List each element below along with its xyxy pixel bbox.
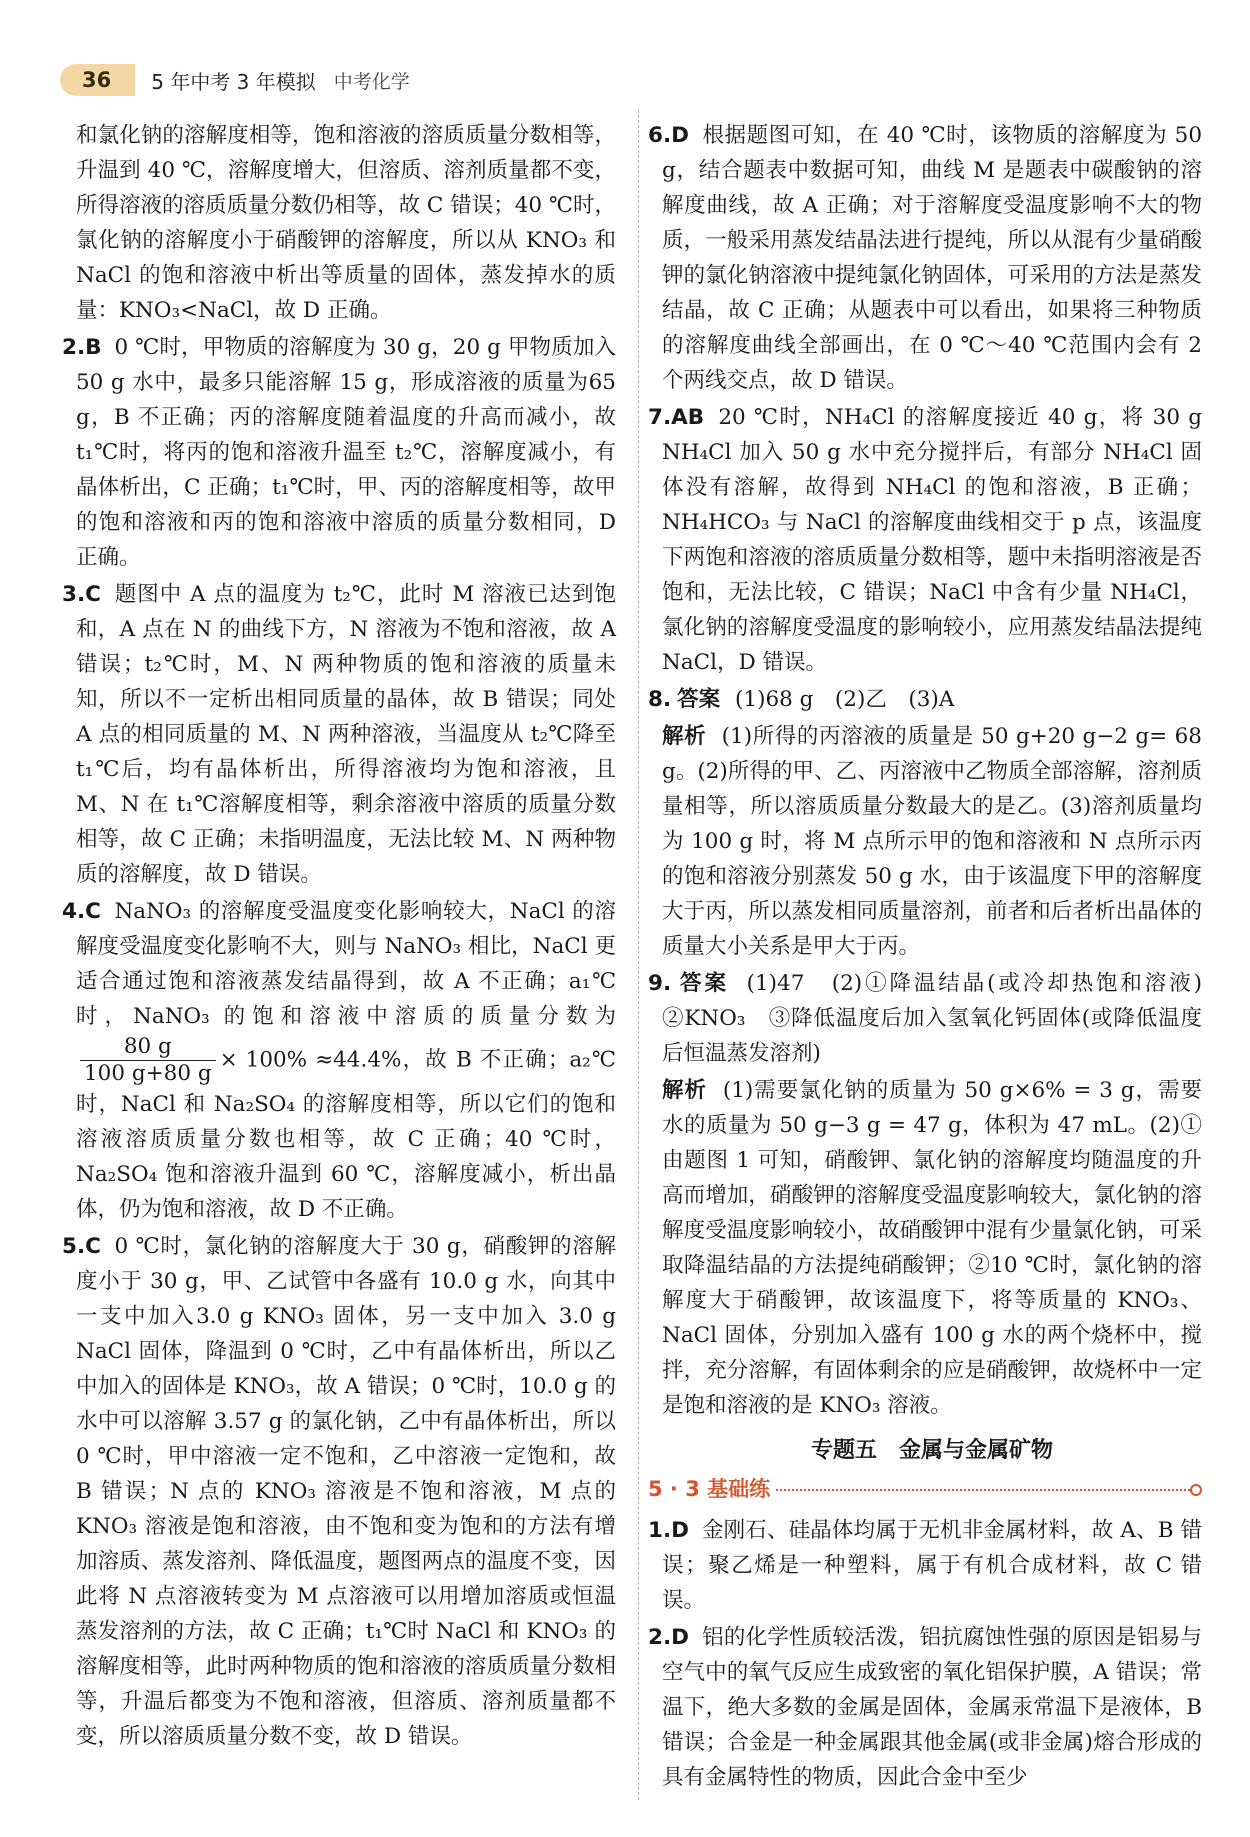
answer-number: 2.B bbox=[62, 335, 102, 360]
continued-paragraph: 和氯化钠的溶解度相等，饱和溶液的溶质质量分数相等，升温到 40 ℃，溶解度增大，但溶质、溶剂质量都不变，所得溶液的溶质质量分数仍相等，故 C 错误；40 ℃时，氯化钠的溶解度小于硝酸钾的溶解度，所以从 KNO₃ 和 NaCl 的饱和溶液中析出等质量的固体，蒸发掉水的质量：KNO₃<NaCl，故 D 正确。 bbox=[76, 123, 616, 323]
answer-number: 1.D bbox=[648, 1518, 689, 1543]
answer-item-6 bbox=[648, 118, 1202, 398]
answer-label: 答案 bbox=[677, 687, 721, 712]
answer-number: 5.C bbox=[62, 1234, 101, 1259]
times-sign: × bbox=[219, 1047, 238, 1073]
answer-item-5 bbox=[62, 1229, 616, 1754]
answer-text: 题图中 A 点的温度为 t₂℃，此时 M 溶液已达到饱和，A 点在 N 的曲线下方，N 溶液为不饱和溶液，故 A 错误；t₂℃时，M、N 两种物质的饱和溶液的质量未知，所以不一定析出相同质量的晶体，故 B 错误；同处 A 点的相同质量的 M、N 两种溶液，当温度从 t₂℃降至 t₁℃后，均有晶体析出，所得溶液均为饱和溶液，且 M、N 在 t₁℃溶解度相等，剩余溶液中溶质的质量分数相等，故 C 正确；未指明温度，无法比较 M、N 两种物质的溶解度，故 D 错误。 bbox=[76, 582, 616, 887]
basic-item-1 bbox=[648, 1513, 1203, 1618]
answer-text: 根据题图可知，在 40 ℃时，该物质的溶解度为 50 g，结合题表中数据可知，曲线 M 是题表中碳酸钠的溶解度曲线，故 A 正确；对于溶解度受温度影响不大的物质，一般采用蒸发结晶法进行提纯，所以从混有少量硝酸钾的氯化钠溶液中提纯氯化钠固体，可采用的方法是蒸发结晶，故 C 正确；从题表中可以看出，如果将三种物质的溶解度曲线全部画出，在 0 ℃～40 ℃范围内会有 2 个两线交点，故 D 错误。 bbox=[662, 123, 1202, 393]
section-title: 专题五 金属与金属矿物 bbox=[810, 1438, 1053, 1463]
answer-item-4 bbox=[62, 894, 616, 1227]
answer-number: 8. bbox=[648, 687, 672, 712]
answer-text: 0 ℃时，甲物质的溶解度为 30 g，20 g 甲物质加入 50 g 水中，最多只能溶解 15 g，形成溶液的质量为65 g，B 不正确；丙的溶解度随着温度的升高而减小，故 t₁℃时，将丙的饱和溶液升温至 t₂℃，溶解度减小，有晶体析出，C 正确；t₁℃时，甲、丙的溶解度相等，故甲的饱和溶液和丙的饱和溶液中溶质的质量分数相同，D 正确。 bbox=[76, 335, 616, 570]
answer-item-7 bbox=[648, 400, 1202, 680]
answer-number: 9. bbox=[648, 971, 672, 996]
book-subject: 中考化学 bbox=[333, 70, 410, 93]
answer-number: 7.AB bbox=[648, 405, 705, 430]
answer-text: 20 ℃时，NH₄Cl 的溶解度接近 40 g，将 30 g NH₄Cl 加入 50 g 水中充分搅拌后，有部分 NH₄Cl 固体没有溶解，故得到 NH₄Cl 的饱和溶液，B 正确；NH₄HCO₃ 与 NaCl 的溶解度曲线相交于 p 点，该温度下两饱和溶液的溶质质量分数相等，题中未指明溶液是否饱和，无法比较，C 错误；NaCl 中含有少量 NH₄Cl，氯化钠的溶解度受温度的影响较小，应用蒸发结晶法提纯 NaCl，D 错误。 bbox=[662, 405, 1202, 675]
right-column bbox=[648, 118, 1224, 1797]
answer-item-9 bbox=[648, 966, 1224, 1071]
answer-text: NaNO₃ 的溶解度受温度变化影响较大，NaCl 的溶解度受温度变化影响不大，则与 NaNO₃ 相比，NaCl 更适合通过饱和溶液蒸发结晶得到，故 A 不正确；a₁℃时，NaNO₃ 的饱和溶液中溶质的质量分数为 bbox=[76, 899, 616, 1029]
practice-end-dot-icon bbox=[1190, 1484, 1202, 1496]
page-number: 36 bbox=[60, 64, 135, 96]
column-divider bbox=[638, 110, 639, 1800]
answer-item-8 bbox=[648, 682, 1202, 717]
answer-label: 答案 bbox=[677, 971, 729, 996]
answer-item-3 bbox=[62, 577, 616, 892]
answer-text: 金刚石、硅晶体均属于无机非金属材料，故 A、B 错误；聚乙烯是一种塑料，属于有机合成材料，故 C 错误。 bbox=[662, 1518, 1203, 1613]
answer-text: 0 ℃时，氯化钠的溶解度大于 30 g，硝酸钾的溶解度小于 30 g，甲、乙试管中各盛有 10.0 g 水，向其中一支中加入3.0 g KNO₃ 固体，另一支中加入 3.0 g NaCl 固体，降温到 0 ℃时，乙中有晶体析出，所以乙中加入的固体是 KNO₃，故 A 错误；0 ℃时，10.0 g 的水中可以溶解 3.57 g 的氯化钠，乙中有晶体析出，所以 0 ℃时，甲中溶液一定不饱和，乙中溶液一定饱和，故 B 错误；N 点的 KNO₃ 溶液是不饱和溶液，M 点的 KNO₃ 溶液是饱和溶液，由不饱和变为饱和的方法有增加溶质、蒸发溶剂、降低温度，题图两点的温度不变，因此将 N 点溶液转变为 M 点溶液可以用增加溶质或恒温蒸发溶剂的方法，故 C 正确；t₁℃时 NaCl 和 KNO₃ 的溶解度相等，此时两种物质的饱和溶液的溶质质量分数相等，升温后都变为不饱和溶液，但溶质、溶剂质量都不变，所以溶质质量分数不变，故 D 错误。 bbox=[76, 1234, 616, 1749]
analysis-item-9 bbox=[662, 1073, 1202, 1423]
answer-item-2 bbox=[62, 330, 616, 575]
answer-text: (1)68 g (2)乙 (3)A bbox=[735, 687, 955, 712]
answer-number: 6.D bbox=[648, 123, 689, 148]
book-title: 5 年中考 3 年模拟 bbox=[151, 69, 316, 94]
practice-divider-line bbox=[776, 1489, 1190, 1491]
practice-label: 5 · 3 基础练 bbox=[648, 1477, 771, 1501]
answer-text-continued: 100% ≈44.4%，故 B 不正确；a₂℃时，NaCl 和 Na₂SO₄ 的溶解度相等，所以它们的饱和溶液溶质质量分数也相等，故 C 正确；40 ℃时，Na₂SO₄ 饱和溶液升温到 60 ℃，溶解度减小，析出晶体，仍为饱和溶液，故 D 不正确。 bbox=[76, 1047, 616, 1222]
left-column bbox=[62, 118, 616, 1756]
analysis-text: (1)需要氯化钠的质量为 50 g×6% = 3 g，需要水的质量为 50 g−3 g = 47 g，体积为 47 mL。(2)①由题图 1 可知，硝酸钾、氯化钠的溶解度均随温度的升高而增加，硝酸钾的溶解度受温度影响较大，氯化钠的溶解度受温度影响较小，故硝酸钾中混有少量氯化钠，可采取降温结晶的方法提纯硝酸钾；②10 ℃时，氯化钠的溶解度大于硝酸钾，故该温度下，将等质量的 KNO₃、NaCl 固体，分别加入盛有 100 g 水的两个烧杯中，搅拌，充分溶解，有固体剩余的应是硝酸钾，故烧杯中一定是饱和溶液的是 KNO₃ 溶液。 bbox=[662, 1078, 1202, 1418]
fraction-denominator: 100 g+80 g bbox=[84, 1061, 212, 1086]
analysis-item-8 bbox=[662, 719, 1202, 964]
fraction-numerator: 80 g bbox=[80, 1034, 216, 1061]
answer-number: 3.C bbox=[62, 582, 101, 607]
page-header bbox=[60, 60, 410, 100]
answer-text: (1)47 (2)①降温结晶(或冷却热饱和溶液) ②KNO₃ ③降低温度后加入氢氧化钙固体(或降低温度后恒温蒸发溶剂) bbox=[662, 971, 1224, 1066]
analysis-text: (1)所得的丙溶液的质量是 50 g+20 g−2 g= 68 g。(2)所得的甲、乙、丙溶液中乙物质全部溶解，溶剂质量相等，所以溶质质量分数最大的是乙。(3)溶剂质量均为 100 g 时，将 M 点所示甲的饱和溶液和 N 点所示丙的饱和溶液分别蒸发 50 g 水，由于该温度下甲的溶解度大于丙，所以蒸发相同质量溶剂，前者和后者析出晶体的质量大小关系是甲大于丙。 bbox=[662, 724, 1202, 959]
answer-number: 4.C bbox=[62, 899, 101, 924]
answer-text: 铝的化学性质较活泼，铝抗腐蚀性强的原因是铝易与空气中的氧气反应生成致密的氧化铝保护膜，A 错误；常温下，绝大多数的金属是固体，金属汞常温下是液体，B 错误；合金是一种金属跟其他金属(或非金属)熔合形成的具有金属特性的物质，因此合金中至少 bbox=[662, 1625, 1202, 1790]
analysis-label: 解析 bbox=[662, 1078, 707, 1103]
analysis-label: 解析 bbox=[662, 724, 707, 749]
answer-number: 2.D bbox=[648, 1625, 689, 1650]
fraction bbox=[80, 1034, 216, 1087]
practice-header bbox=[648, 1472, 1202, 1507]
basic-item-2 bbox=[648, 1620, 1202, 1795]
